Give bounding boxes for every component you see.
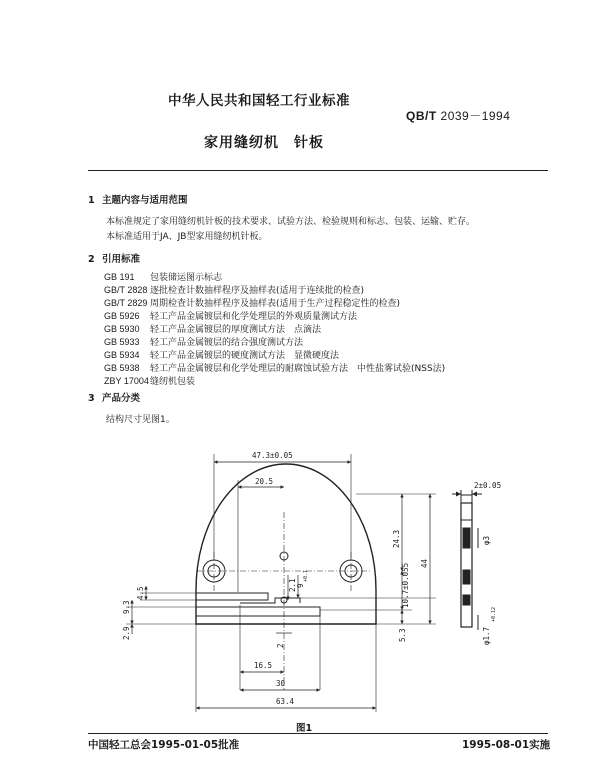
dim-left-93: 9.3 bbox=[122, 600, 131, 614]
figure-caption: 图1 bbox=[296, 723, 313, 734]
footer-rule bbox=[88, 733, 548, 734]
standard-number: 2039－1994 bbox=[440, 109, 511, 123]
section-number: 2 bbox=[88, 254, 95, 265]
section-title: 主题内容与适用范围 bbox=[102, 195, 188, 206]
reference-code: GB 5934 bbox=[104, 350, 140, 360]
reference-title: 轻工产品金属镀层的厚度测试方法 点滴法 bbox=[150, 325, 322, 335]
section-title: 产品分类 bbox=[102, 393, 141, 404]
standard-prefix: QB/T bbox=[406, 109, 437, 123]
dim-bottom-165: 16.5 bbox=[254, 661, 273, 670]
reference-code: ZBY 17004 bbox=[104, 376, 149, 386]
dim-bottom-634: 63.4 bbox=[276, 697, 295, 706]
reference-code: GB/T 2828 bbox=[104, 285, 148, 295]
reference-title: 缝纫机包装 bbox=[150, 377, 196, 387]
reference-title: 逐批检查计数抽样程序及抽样表(适用于连续批的检查) bbox=[150, 286, 365, 296]
reference-code: GB 5938 bbox=[104, 363, 140, 373]
section-title: 引用标准 bbox=[102, 254, 141, 265]
reference-code: GB 191 bbox=[104, 272, 135, 282]
dim-height-total: 44 bbox=[420, 558, 429, 568]
reference-title: 周期检查计数抽样程序及抽样表(适用于生产过程稳定性的检查) bbox=[150, 299, 401, 309]
dim-side-phi17-tolerance: +0.12 bbox=[491, 606, 497, 622]
reference-code: GB 5930 bbox=[104, 324, 140, 334]
dim-left-45: 4.5 bbox=[136, 586, 145, 600]
dim-side-phi17: φ1.7 bbox=[482, 626, 491, 645]
dim-slot-height: 2.1 bbox=[288, 578, 297, 592]
reference-title: 轻工产品金属镀层的结合强度测试方法 bbox=[150, 338, 304, 348]
reference-code: GB 5933 bbox=[104, 337, 140, 347]
issuing-organization: 中华人民共和国轻工行业标准 bbox=[168, 93, 350, 109]
section-number: 3 bbox=[88, 393, 95, 404]
dim-small-2: 2 bbox=[276, 643, 285, 648]
dim-height-bottom: 5.3 bbox=[398, 628, 407, 642]
dim-left-29: 2.9 bbox=[122, 626, 131, 640]
section-1-paragraph-1: 本标准规定了家用缝纫机针板的技术要求、试验方法、检验规则和标志、包装、运输、贮存。 bbox=[106, 217, 476, 227]
dim-side-thickness: 2±0.05 bbox=[474, 481, 502, 490]
dim-slot-nine: 9 bbox=[296, 583, 305, 588]
dim-height-mid: 10.7±0.055 bbox=[401, 562, 410, 608]
reference-title: 包装储运图示标志 bbox=[150, 273, 223, 283]
dim-overall-top: 47.3±0.05 bbox=[252, 451, 293, 460]
section-1-paragraph-2: 本标准适用于JA、JB型家用缝纫机针板。 bbox=[106, 232, 268, 242]
dim-inner-top: 20.5 bbox=[255, 477, 274, 486]
dim-bottom-30: 30 bbox=[276, 679, 286, 688]
reference-code: GB 5926 bbox=[104, 311, 140, 321]
approval-line: 中国轻工总会1995-01-05批准 bbox=[88, 739, 240, 751]
dimension-lines bbox=[132, 462, 430, 708]
dim-side-phi3: φ3 bbox=[482, 535, 491, 545]
dim-slot-tolerance: +0.1 bbox=[303, 569, 309, 582]
implementation-date: 1995-08-01实施 bbox=[462, 739, 551, 751]
section-number: 1 bbox=[88, 195, 95, 206]
section-3-paragraph-1: 结构尺寸见图1。 bbox=[106, 415, 175, 425]
reference-code: GB/T 2829 bbox=[104, 298, 148, 308]
reference-title: 轻工产品金属镀层的硬度测试方法 显微硬度法 bbox=[150, 351, 340, 361]
reference-title: 轻工产品金属镀层和化学处理层的耐腐蚀试验方法 中性盐雾试验(NSS法) bbox=[150, 364, 446, 374]
center-lines bbox=[196, 512, 372, 690]
reference-title: 轻工产品金属镀层和化学处理层的外观质量测试方法 bbox=[150, 312, 358, 322]
document-title: 家用缝纫机 针板 bbox=[204, 135, 324, 151]
side-view bbox=[452, 490, 482, 630]
dim-height-upper: 24.3 bbox=[392, 529, 401, 548]
dimension-labels bbox=[122, 451, 501, 706]
plate-outline bbox=[196, 464, 376, 624]
extension-lines bbox=[126, 454, 436, 712]
